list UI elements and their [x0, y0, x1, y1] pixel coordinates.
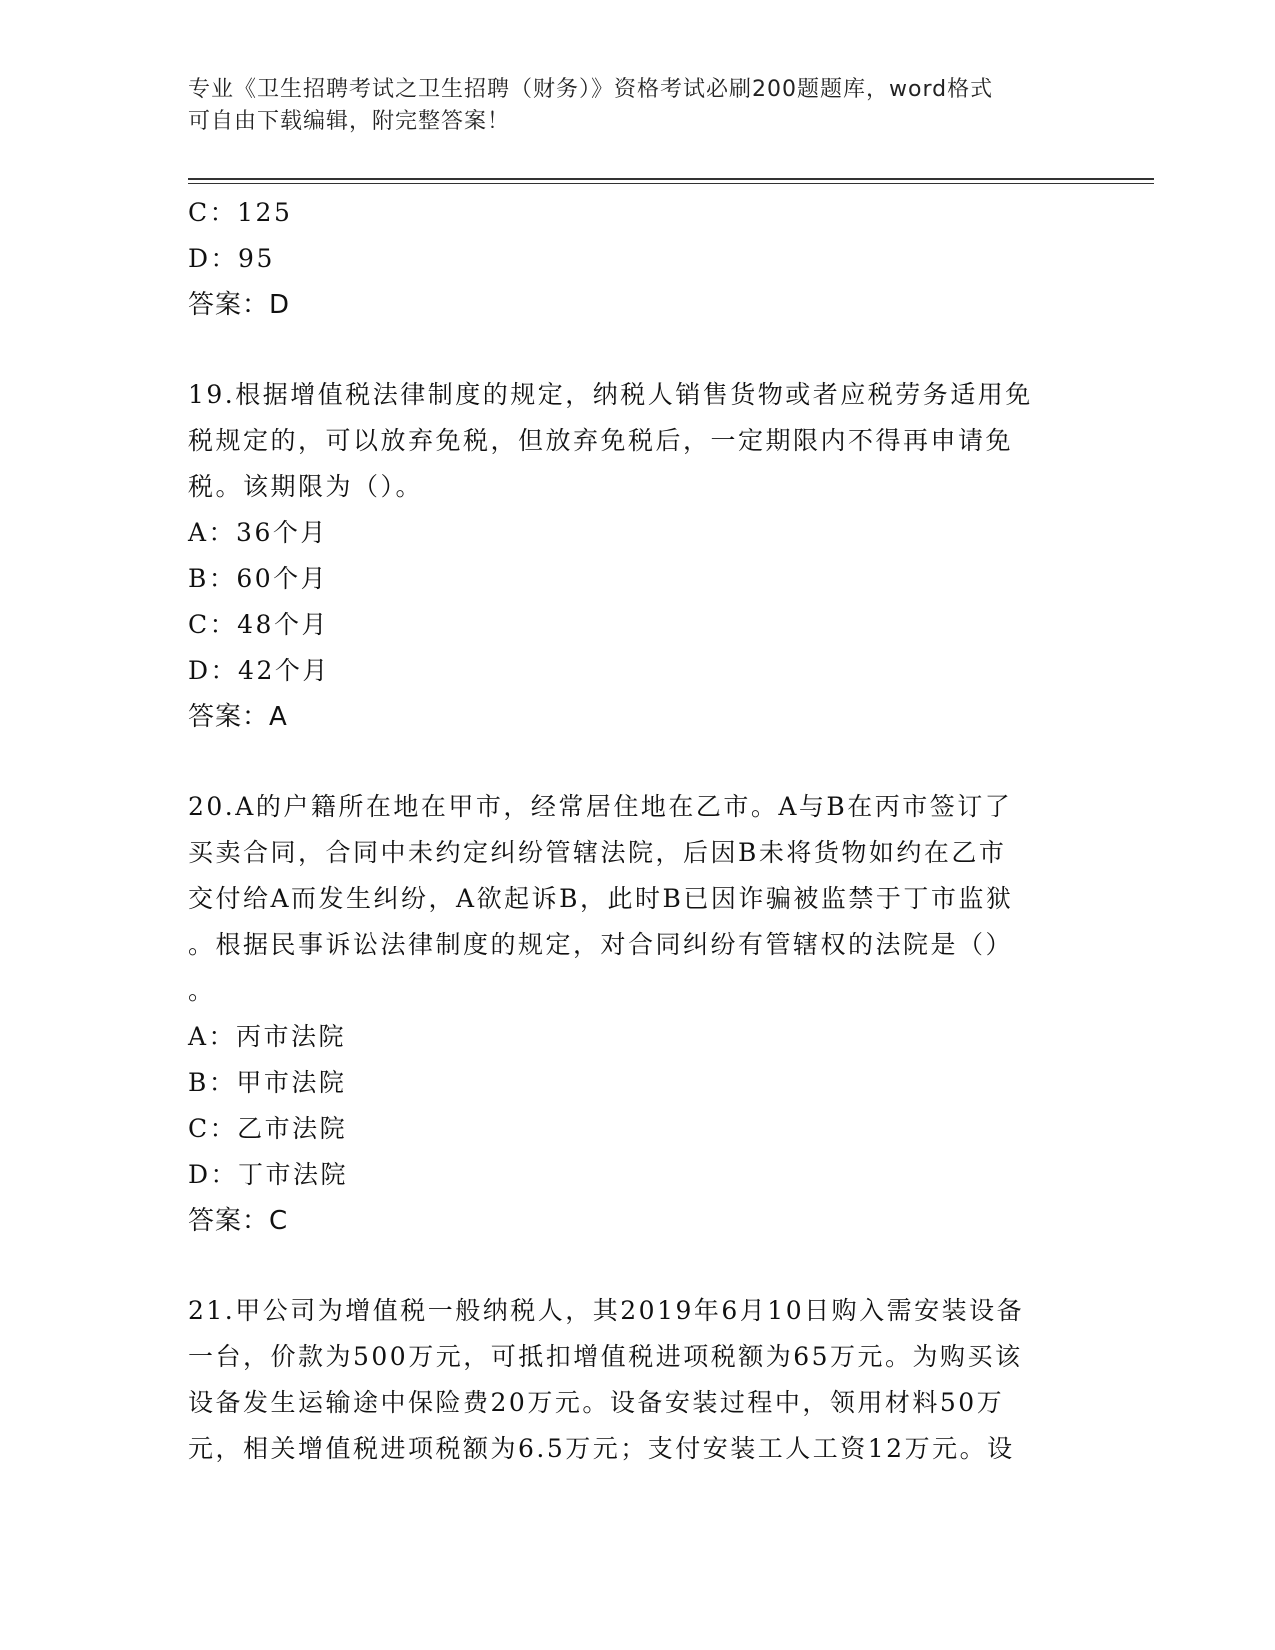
spacer: [188, 1244, 1088, 1288]
option-b: B：60个月: [188, 564, 329, 593]
option-b: B：甲市法院: [188, 1068, 347, 1097]
option-a: A：36个月: [188, 518, 328, 547]
answer-line: 答案：D: [188, 290, 291, 320]
question-21: [188, 1288, 1088, 1472]
option-d: D：42个月: [188, 656, 330, 685]
question-text-line: 20.A的户籍所在地在甲市，经常居住地在乙市。A与B在丙市签订了: [188, 792, 1013, 821]
header-line-1: 专业《卫生招聘考试之卫生招聘（财务）》资格考试必刷200题题库，word格式: [188, 77, 994, 102]
option-d: D：丁市法院: [188, 1160, 349, 1189]
question-text-line: 。: [188, 976, 216, 1005]
option-c: C：乙市法院: [188, 1114, 348, 1143]
spacer: [188, 740, 1088, 784]
question-19: [188, 372, 1088, 740]
question-text-line: 元，相关增值税进项税额为6.5万元；支付安装工人工资12万元。设: [188, 1434, 1015, 1463]
answer-line: 答案：A: [188, 702, 288, 732]
question-text-line: 交付给A而发生纠纷，A欲起诉B，此时B已因诈骗被监禁于丁市监狱: [188, 884, 1014, 913]
question-text-line: 税。该期限为（）。: [188, 472, 424, 501]
header-rule-thin: [188, 183, 1154, 184]
question-text-line: 买卖合同，合同中未约定纠纷管辖法院，后因B未将货物如约在乙市: [188, 838, 1007, 867]
question-text-line: 一台，价款为500万元，可抵扣增值税进项税额为65万元。为购买该: [188, 1342, 1023, 1371]
question-text-line: 。根据民事诉讼法律制度的规定，对合同纠纷有管辖权的法院是（）: [188, 930, 1014, 959]
spacer: [188, 328, 1088, 372]
option-a: A：丙市法院: [188, 1022, 347, 1051]
answer-line: 答案：C: [188, 1206, 289, 1236]
question-text-line: 21.甲公司为增值税一般纳税人，其2019年6月10日购入需安装设备: [188, 1296, 1025, 1325]
option-c: C：125: [188, 198, 293, 227]
header-rule-thick: [188, 178, 1154, 180]
header-line-2: 可自由下载编辑，附完整答案！: [188, 109, 511, 134]
question-20: [188, 784, 1088, 1244]
question-text-line: 设备发生运输途中保险费20万元。设备安装过程中，领用材料50万: [188, 1388, 1005, 1417]
document-header: [188, 74, 1068, 138]
question-content: [188, 190, 1088, 1472]
option-c: C：48个月: [188, 610, 329, 639]
option-d: D：95: [188, 244, 275, 273]
question-text-line: 税规定的，可以放弃免税，但放弃免税后，一定期限内不得再申请免: [188, 426, 1014, 455]
question-text-line: 19.根据增值税法律制度的规定，纳税人销售货物或者应税劳务适用免: [188, 380, 1033, 409]
question-18: [188, 190, 1088, 328]
